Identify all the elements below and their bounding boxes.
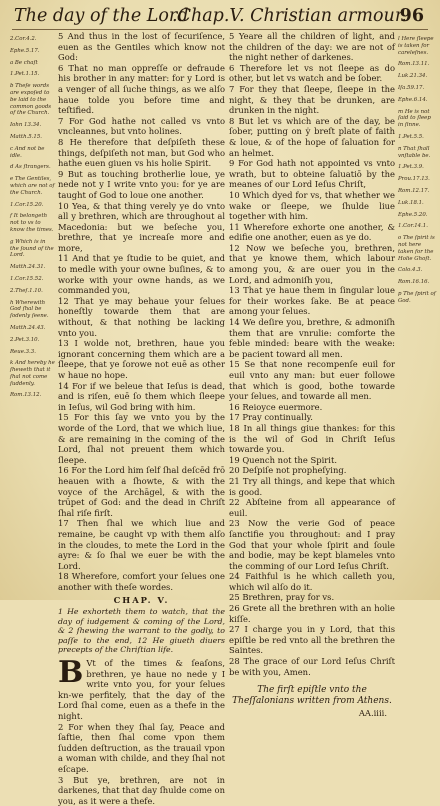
margin-note: Reue.3.3.	[10, 348, 36, 355]
margin-note: 1.Pet.1.15.	[10, 71, 40, 78]
verse: 13 I wolde not, brethren, haue you ignorant concerning them which are a ſleepe, that ye ſorowe not euē as other w haue no hope.	[58, 338, 225, 380]
margin-note: Rom.13.11.	[398, 61, 430, 68]
margin-note: 2.Cor.4.2.	[10, 36, 37, 42]
chapter-opening	[58, 655, 225, 806]
verse: Vt of the times & ſeaſons, brethren, ye haue no nede y I write vnto you, for your ſelues kn-we perfitely, that the day of the Lord ſhal come, euen as a thefe in the night.	[58, 658, 225, 721]
verse: 15 For this ſay we vnto you by the worde of the Lord, that we which liue, & are remaining in the coming of the Lord, ſhal not preuent them which ſleepe.	[58, 412, 225, 465]
margin-note: k And hereby he ſheweth that it ſhal not come ſuddenly.	[10, 360, 55, 387]
left-verse-list	[58, 31, 225, 592]
verse: 8 He therefore that deſpiſeth these things, deſpiſeth not man, but God who hathe euen giuen vs his holie Spirit.	[58, 136, 226, 169]
margin-note: Colo.4.3.	[398, 267, 423, 274]
verse: 12 That ye may behaue your ſelues honeſtly towarde them that are without, & that nothing be lacking vnto you.	[58, 295, 225, 338]
margin-note: Prou.17.13.	[398, 176, 430, 183]
margin-note: h Wherewith God ſhal be ſodenly ſeene.	[10, 299, 49, 320]
verse: 20 Deſpiſe not propheſying.	[229, 465, 347, 476]
margin-note: Iſa.59.17.	[398, 84, 425, 91]
drop-cap: B	[58, 655, 84, 691]
margin-note: c And not be idle.	[10, 145, 45, 159]
verse: 13 That ye haue them in ſingular loue for their workes ſake. Be at peace among your ſelues.	[229, 285, 395, 317]
verse: 23 Now the verie God of peace ſanctifie you throughout: and I pray God that your whole ſpirit and ſoule and bodie, may be kept blameles vnto the comming of our Lord Ieſus Chriſt.	[229, 518, 395, 571]
margin-note: l Here ſleepe is taken for careleſnes.	[398, 36, 434, 56]
margin-note: Luk.21.34.	[398, 73, 428, 80]
verse: 14 For if we beleue that Ieſus is dead, and is riſen, euē ſo them which ſleepe in Ieſus, wil God bring with him.	[58, 380, 225, 412]
margin-note: b Theſe words are expoſed to be laid to the common goods of the Church.	[10, 83, 52, 117]
chapter-summary: 1 He exhorteth them to watch, that the day of iudgement & coming of the Lord, & 2 ſhewing the warrant to the godly, to paſſe to the end, 12 He giueth diuers precepts of the Chriſtian life.	[58, 607, 225, 655]
margin-note: Ephe.5.20.	[398, 211, 428, 218]
verse: 16 For the Lord him ſelf ſhal deſcēd frō heauen with a ſhowte, & with the voyce of the Archāgel, & with the trūpet of God: and the dead in Chriſt ſhal riſe firſt.	[58, 465, 225, 518]
verse: 19 Quench not the Spirit.	[229, 454, 338, 465]
right-verse-list	[229, 31, 395, 677]
verse: 5 Yeare all the children of light, and the children of the day: we are not of the night nether of darkenes.	[229, 31, 395, 63]
verse: 26 Grete all the brethren with an holie kiſſe.	[229, 603, 395, 624]
verse: 15 Se that none recompenſe euil for euil vnto any man: but euer followe that which is good, bothe towarde your ſelues, and towarde all men.	[229, 359, 395, 402]
page-number: 96	[399, 6, 424, 26]
verse: 6 Therefore let vs not ſleepe as do other, but let vs watch and be ſober.	[229, 62, 395, 84]
verse: 9 For God hath not appointed vs vnto wrath, but to obteine ſaluatiō by the meanes of our Lord Ieſus Chriſt,	[229, 158, 395, 190]
signature-mark: AA.iiii.	[358, 708, 387, 719]
margin-note: g Which is in the ſound of the Lord.	[10, 238, 54, 259]
verse: 21 Try all things, and kepe that which is good.	[229, 475, 395, 497]
margin-note: Ephe.5.17.	[10, 47, 40, 54]
margin-note: m He is not ſaid to ſleep in ſinne.	[398, 108, 431, 129]
verse: 10 Which dyed for vs, that whether we wake or ſleepe, we ſhulde liue together with him.	[229, 189, 395, 222]
verse: 16 Reioyce euermore.	[229, 401, 323, 412]
margin-note: 1.Cor.15.20.	[10, 201, 44, 208]
margin-note: Rom.13.12.	[10, 392, 42, 399]
margin-note: 1.Cor.14.1.	[398, 223, 428, 230]
running-head-center: .Chap.V. Christian armour.	[172, 6, 407, 26]
colophon: The firſt epiſtle vnto the Theſſalonians written from Athens.	[232, 685, 392, 707]
verse: 2 For when they ſhal ſay, Peace and ſaftie, then ſhal come vpon them ſudden deſtruction, as the trauail vpon a woman with childe, and they ſhal not eſcape.	[58, 721, 225, 774]
margin-note: 1.Pet.3.9.	[398, 164, 424, 171]
verse: 27 I charge you in y Lord, that this epiſtle be red vnto all the brethren the Saintes.	[229, 624, 395, 656]
verse: 18 In all things giue thankes: for this is the wil of God in Chriſt Ieſus towarde you.	[229, 422, 395, 455]
running-head	[14, 6, 428, 28]
margin-note: Luk.18.1.	[398, 199, 424, 206]
margin-note: Ephe.6.14.	[398, 96, 428, 103]
verse: 17 Pray continually.	[229, 412, 313, 423]
left-text-column	[58, 31, 226, 806]
margin-note: 1.Cor.15.52.	[10, 275, 44, 282]
margin-note: f It belongeth not to vs to know the times.	[10, 213, 54, 233]
verse: 3 But ye, brethren, are not in darkenes, that that day ſhulde come on you, as it were a thefe.	[58, 774, 225, 806]
right-text-column	[229, 31, 395, 719]
margin-note: n That ſhall vnſtable be.	[398, 145, 431, 159]
verse: 10 Yea, & that thing verely ye do vnto all y brethren, which are throughout al Macedonia: but we beſeche you, brethre, that ye increaſe more and more,	[58, 200, 225, 253]
margin-note: 2.Theſ.1.10.	[10, 287, 43, 294]
margin-note: Rom.16.16.	[398, 279, 430, 286]
running-head-left: The day of the Lord	[14, 6, 189, 26]
chapter-heading: CHAP. V.	[113, 595, 170, 606]
verse: 17 Then ſhal we which liue and remaine, be caught vp with them alſo in the cloudes, to mete the Lord in the ayre: & ſo ſhal we euer be with the Lord.	[58, 518, 225, 571]
margin-note: Matth.24.43.	[10, 324, 46, 331]
verse: 25 Brethren, pray for vs.	[229, 592, 335, 603]
verse: 7 For they that ſleepe, ſleepe in the night, & they that be drunken, are drunken in the night.	[229, 83, 395, 116]
verse: 22 Abſteine from all appearance of euil.	[229, 497, 395, 518]
verse: 24 Faithful is he which calleth you, which wil alſo do it.	[229, 571, 395, 592]
margin-note: Iohn 13.34.	[10, 122, 42, 129]
verse: 6 That no man oppreſſe or defraude his brother in any matter: for y Lord is a venger of all ſuche things, as we alſo haue tolde you before time and teſtified.	[58, 62, 225, 116]
margin-note: o The ſpirit is not here taken for the Holie Ghoſt.	[398, 235, 435, 262]
verse: 5 And thus in the lost of ſecuriſence, euen as the Gentiles which know not God:	[58, 31, 225, 63]
verse: 14 We deſire you, brethre, & admoniſh them that are vnrulie: comforte the feble minded: beare with the weake: be pacient toward all men.	[229, 317, 395, 359]
verse: 18 Wherefore, comfort your ſelues one another with theſe wordes.	[58, 571, 225, 592]
right-margin-notes	[398, 36, 436, 596]
margin-note: 1.Pet.5.5.	[398, 133, 424, 140]
margin-note: e The Gentiles, which are not of the Church.	[10, 176, 55, 196]
margin-note: Matth.24.31.	[10, 264, 46, 271]
verse: 11 Wherefore exhorte one another, & edifie one another, euen as ye do.	[229, 221, 395, 243]
verse: 9 But as touching brotherlie loue, ye nede not y I write vnto you: for ye are taught of God to loue one another.	[58, 168, 225, 200]
verse: 28 The grace of our Lord Ieſus Chriſt be with you, Amen.	[229, 656, 395, 677]
verse: 12 Now we beſeche you, brethren, that ye knowe them, which labour among you, & are ouer you in the Lord, and admoniſh you,	[229, 242, 395, 285]
verse: 7 For God hathe not called vs vnto vncleannes, but vnto holines.	[58, 115, 225, 137]
verse: 11 And that ye ſtudie to be quiet, and to medle with your owne buſines, & to worke with your owne hands, as we commanded you,	[58, 253, 225, 296]
verse: 8 But let vs which are of the day, be ſober, putting on ẏ breſt plate of faith & loue, & of the hope of ſaluation for an helmet.	[229, 115, 395, 158]
margin-note: d As ſtrangers.	[10, 164, 51, 171]
left-margin-notes	[10, 36, 56, 596]
margin-note: Rom.12.17.	[398, 187, 430, 194]
margin-note: 2.Pet.3.10.	[10, 336, 40, 343]
margin-note: a Be chaſt	[10, 59, 38, 66]
margin-note: Matth.5.15.	[10, 133, 42, 140]
margin-note: p The ſpirit of God.	[398, 290, 436, 304]
header-rule	[12, 29, 428, 30]
